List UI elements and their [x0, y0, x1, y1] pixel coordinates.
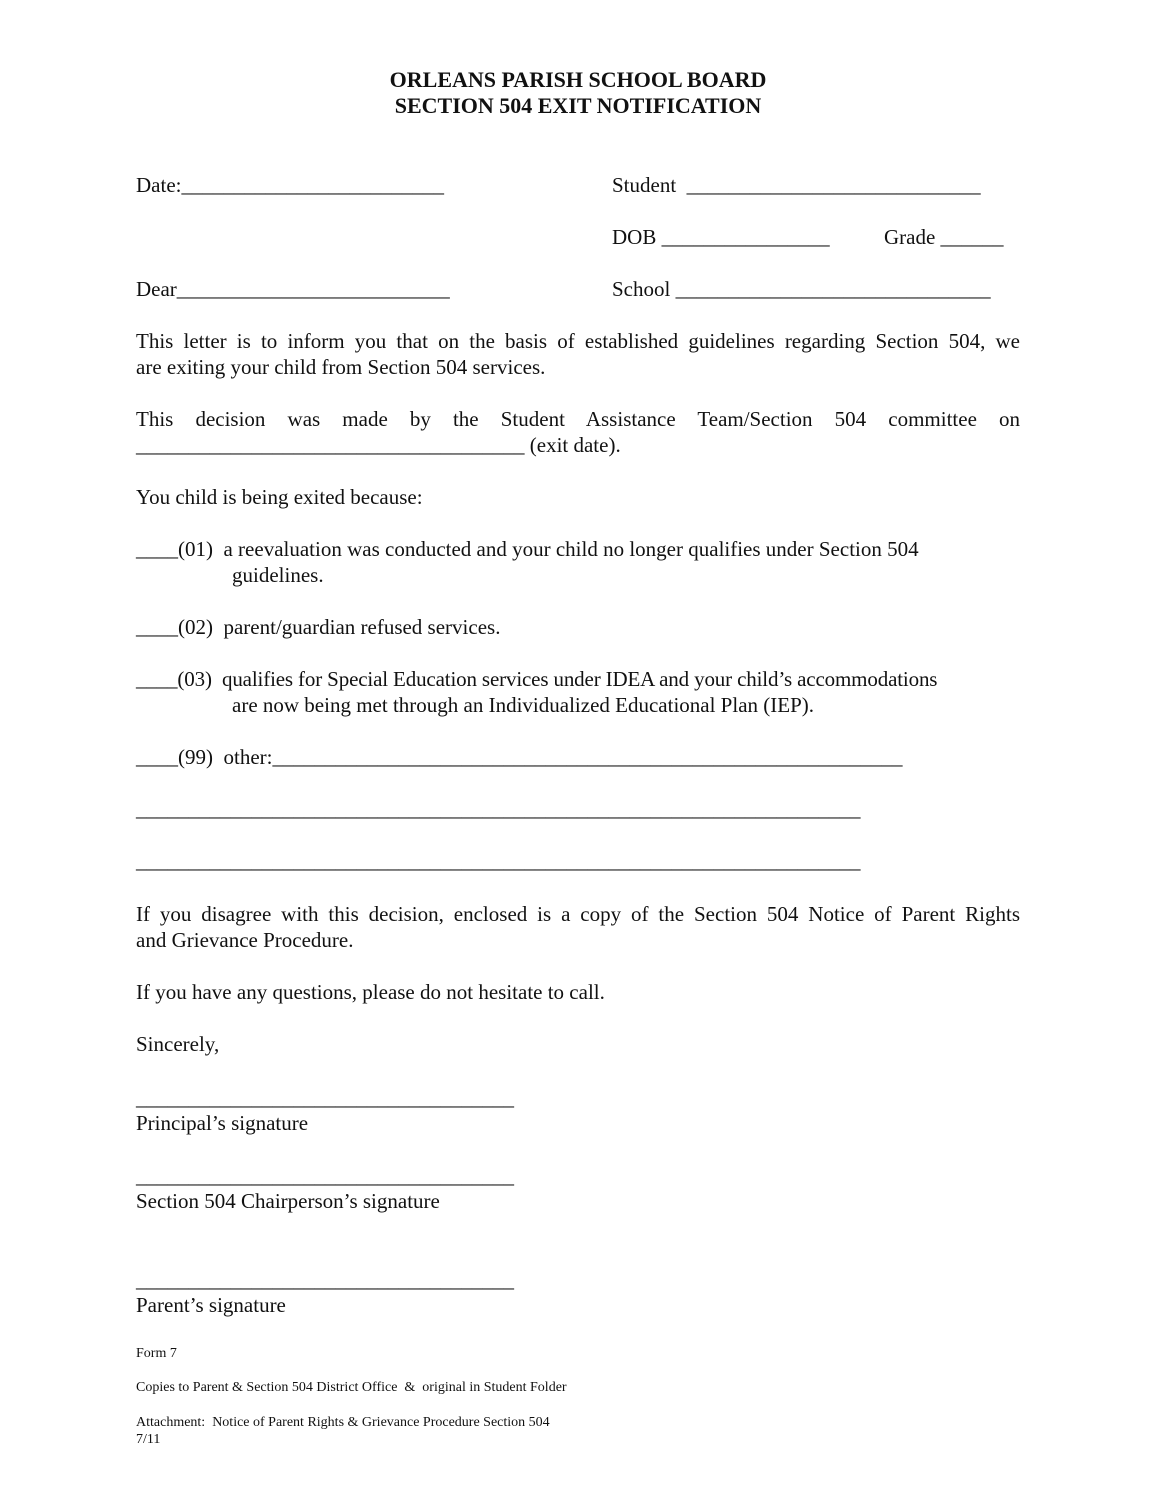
parent-signature-label: Parent’s signature: [136, 1293, 286, 1317]
parent-signature-line[interactable]: ____________________________________: [136, 1268, 514, 1292]
attachment-note: Attachment: Notice of Parent Rights & Grievance Procedure Section 504: [136, 1415, 550, 1430]
exit-date-field[interactable]: _____________________________________ (exit date).: [136, 433, 621, 457]
disagree-paragraph-line2: and Grievance Procedure.: [136, 928, 354, 952]
chairperson-signature-line[interactable]: ____________________________________: [136, 1164, 514, 1188]
school-field[interactable]: School ______________________________: [612, 277, 991, 301]
chairperson-signature-label: Section 504 Chairperson’s signature: [136, 1189, 440, 1213]
reason-99-other-field[interactable]: ____(99) other:____________________________________________________________: [136, 745, 903, 769]
other-line-2[interactable]: _____________________________________________________________________: [136, 797, 861, 821]
reason-01-checkbox[interactable]: ____(01) a reevaluation was conducted and your child no longer qualifies under Section 504: [136, 537, 919, 561]
student-field[interactable]: Student ____________________________: [612, 173, 981, 197]
form-version: 7/11: [136, 1432, 161, 1447]
closing: Sincerely,: [136, 1032, 220, 1056]
principal-signature-label: Principal’s signature: [136, 1111, 309, 1135]
questions-paragraph: If you have any questions, please do not hesitate to call.: [136, 980, 605, 1004]
reason-01-continued: guidelines.: [232, 563, 324, 587]
dear-field[interactable]: Dear__________________________: [136, 277, 450, 301]
reason-02-checkbox[interactable]: ____(02) parent/guardian refused services.: [136, 615, 501, 639]
decision-paragraph-line1: This decision was made by the Student Assistance Team/Section 504 committee on: [136, 407, 1020, 431]
principal-signature-line[interactable]: ____________________________________: [136, 1086, 514, 1110]
reason-intro: You child is being exited because:: [136, 485, 423, 509]
grade-field[interactable]: Grade ______: [884, 225, 1004, 249]
copies-note: Copies to Parent & Section 504 District Office & original in Student Folder: [136, 1380, 567, 1395]
reason-03-checkbox[interactable]: ____(03) qualifies for Special Education services under IDEA and your child’s accommodations: [136, 667, 938, 691]
date-field[interactable]: Date:_________________________: [136, 173, 444, 197]
form-title: ORLEANS PARISH SCHOOL BOARD: [389, 67, 767, 92]
intro-paragraph-line2: are exiting your child from Section 504 services.: [136, 355, 546, 379]
reason-03-continued: are now being met through an Individualized Educational Plan (IEP).: [232, 693, 815, 717]
dob-field[interactable]: DOB ________________: [612, 225, 830, 249]
intro-paragraph-line1: This letter is to inform you that on the basis of established guidelines regarding Section 504, we: [136, 329, 1020, 353]
other-line-3[interactable]: _____________________________________________________________________: [136, 849, 861, 873]
disagree-paragraph-line1: If you disagree with this decision, enclosed is a copy of the Section 504 Notice of Parent Rights: [136, 902, 1020, 926]
form-subtitle: SECTION 504 EXIT NOTIFICATION: [394, 93, 762, 118]
form-number: Form 7: [136, 1346, 177, 1361]
